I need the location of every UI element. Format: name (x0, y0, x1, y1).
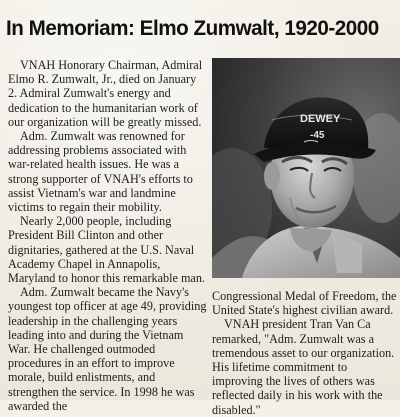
article-paragraph: VNAH president Tran Van Ca remarked, "Adm. Zumwalt was a tremendous asset to our organization. His lifetime commitment to improving the lives of others was reflected daily in his work with the disabled." (212, 317, 395, 417)
article-headline: In Memoriam: Elmo Zumwalt, 1920-2000 (6, 16, 379, 40)
article-paragraph: VNAH Honorary Chairman, Admiral Elmo R. Zumwalt, Jr., died on January 2. Admiral Zumwalt's energy and dedication to the humanitarian work of our organization will be greatly missed. (8, 58, 203, 129)
cap-text-top: DEWEY (300, 113, 341, 125)
article-paragraph: Congressional Medal of Freedom, the United State's highest civilian award. (212, 289, 397, 318)
article-column-right (212, 289, 400, 417)
article-paragraph: Nearly 2,000 people, including President Bill Clinton and other dignitaries, gathered at the U.S. Naval Academy Chapel in Annapolis, Maryland to honor this remarkable man. (8, 214, 205, 286)
portrait-photo (212, 58, 400, 278)
cap-text-bottom: -45 (310, 130, 325, 141)
portrait-photo-icon (212, 58, 400, 278)
article-column-left (8, 58, 208, 413)
article-paragraph: Adm. Zumwalt was renowned for addressing problems associated with war-related health issues. He was a strong supporter of VNAH's efforts to assist Vietnam's war and landmine victims to regain their mobility. (8, 129, 193, 215)
article-paragraph: Adm. Zumwalt became the Navy's youngest top officer at age 49, providing leadership in the challenging years leading into and during the Vietnam War. He challenged outmoded procedures in an effort to improve morale, build enlistments, and strengthen the service. In 1998 he was awarded the (8, 285, 207, 413)
